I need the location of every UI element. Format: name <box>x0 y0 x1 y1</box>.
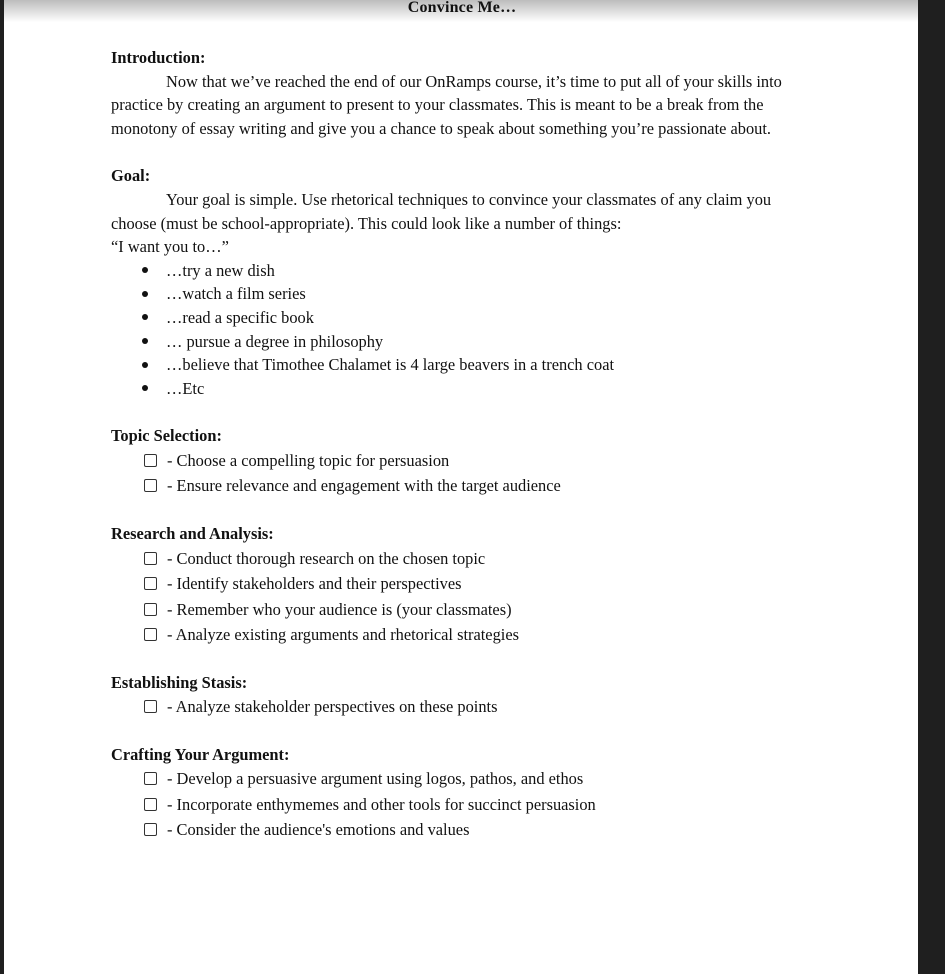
stasis-section <box>111 671 811 720</box>
checkbox[interactable] <box>144 552 157 565</box>
list-item <box>111 353 811 377</box>
stasis-checklist <box>111 694 811 720</box>
bullet-icon <box>142 291 148 297</box>
crafting-section <box>111 743 811 843</box>
checklist-item <box>111 817 811 843</box>
goal-quote: “I want you to…” <box>111 237 229 257</box>
checklist-item <box>111 473 811 499</box>
checkbox[interactable] <box>144 772 157 785</box>
checkbox[interactable] <box>144 577 157 590</box>
introduction-heading: Introduction: <box>111 48 206 67</box>
checklist-item-text: - Identify stakeholders and their perspectives <box>167 574 462 593</box>
stasis-heading: Establishing Stasis: <box>111 672 248 692</box>
viewer-right-edge <box>918 0 945 974</box>
list-item-text: … pursue a degree in philosophy <box>166 331 384 351</box>
checklist-item-text: - Incorporate enthymemes and other tools for succinct persuasion <box>167 794 596 814</box>
list-item-text: …Etc <box>166 378 205 398</box>
checklist-item <box>111 622 811 648</box>
checkbox[interactable] <box>144 479 157 492</box>
list-item <box>111 377 811 401</box>
list-item-text: …read a specific book <box>166 307 314 327</box>
checklist-item-text: - Analyze existing arguments and rhetorical strategies <box>167 625 519 644</box>
document-title: Convince Me… <box>407 0 517 16</box>
research-checklist <box>111 546 811 648</box>
document-page <box>4 0 918 974</box>
research-section <box>111 522 811 648</box>
checklist-item-text: - Develop a persuasive argument using logos, pathos, and ethos <box>167 769 584 789</box>
checklist-item-text: - Conduct thorough research on the chosen topic <box>167 548 486 568</box>
checkbox[interactable] <box>144 454 157 467</box>
checklist-item-text: - Consider the audience's emotions and values <box>167 820 470 840</box>
topic-selection-heading: Topic Selection: <box>111 426 222 446</box>
introduction-section <box>111 46 811 140</box>
checklist-item <box>111 597 811 623</box>
topic-selection-section <box>111 424 811 499</box>
goal-text: Your goal is simple. Use rhetorical techniques to convince your classmates of any claim you choose (must be school-appropriate). This could look like a number of things: <box>111 189 772 233</box>
checkbox[interactable] <box>144 823 157 836</box>
crafting-heading: Crafting Your Argument: <box>111 744 290 764</box>
list-item-text: …believe that Timothee Chalamet is 4 large beavers in a trench coat <box>166 355 615 375</box>
checklist-item <box>111 766 811 792</box>
bullet-icon <box>142 385 148 391</box>
bullet-icon <box>142 338 148 344</box>
research-heading: Research and Analysis: <box>111 523 274 543</box>
document-content <box>111 46 811 843</box>
crafting-checklist <box>111 766 811 843</box>
list-item <box>111 282 811 306</box>
topic-selection-checklist <box>111 448 811 499</box>
checklist-item-text: - Choose a compelling topic for persuasion <box>167 450 450 470</box>
checklist-item <box>111 694 811 720</box>
checklist-item-text: - Remember who your audience is (your classmates) <box>167 599 512 619</box>
list-item-text: …try a new dish <box>166 260 275 280</box>
checkbox[interactable] <box>144 798 157 811</box>
checkbox[interactable] <box>144 603 157 616</box>
checkbox[interactable] <box>144 700 157 713</box>
bullet-icon <box>142 362 148 368</box>
introduction-text: Now that we’ve reached the end of our OnRamps course, it’s time to put all of your skills into practice by creating an argument to present to your classmates. This is meant to be a break from the monotony of essay writing and give you a chance to speak about something you’re passionate about. <box>111 71 782 138</box>
list-item <box>111 259 811 283</box>
checklist-item <box>111 571 811 597</box>
checklist-item <box>111 792 811 818</box>
list-item <box>111 306 811 330</box>
goal-heading: Goal: <box>111 166 151 186</box>
checklist-item-text: - Analyze stakeholder perspectives on these points <box>167 697 498 717</box>
goal-section <box>111 164 811 400</box>
bullet-icon <box>142 314 148 320</box>
checkbox[interactable] <box>144 628 157 641</box>
list-item <box>111 330 811 354</box>
goal-examples-list <box>111 259 811 401</box>
checklist-item <box>111 546 811 572</box>
checklist-item <box>111 448 811 474</box>
list-item-text: …watch a film series <box>166 284 306 304</box>
bullet-icon <box>142 267 148 273</box>
checklist-item-text: - Ensure relevance and engagement with the target audience <box>167 476 561 496</box>
